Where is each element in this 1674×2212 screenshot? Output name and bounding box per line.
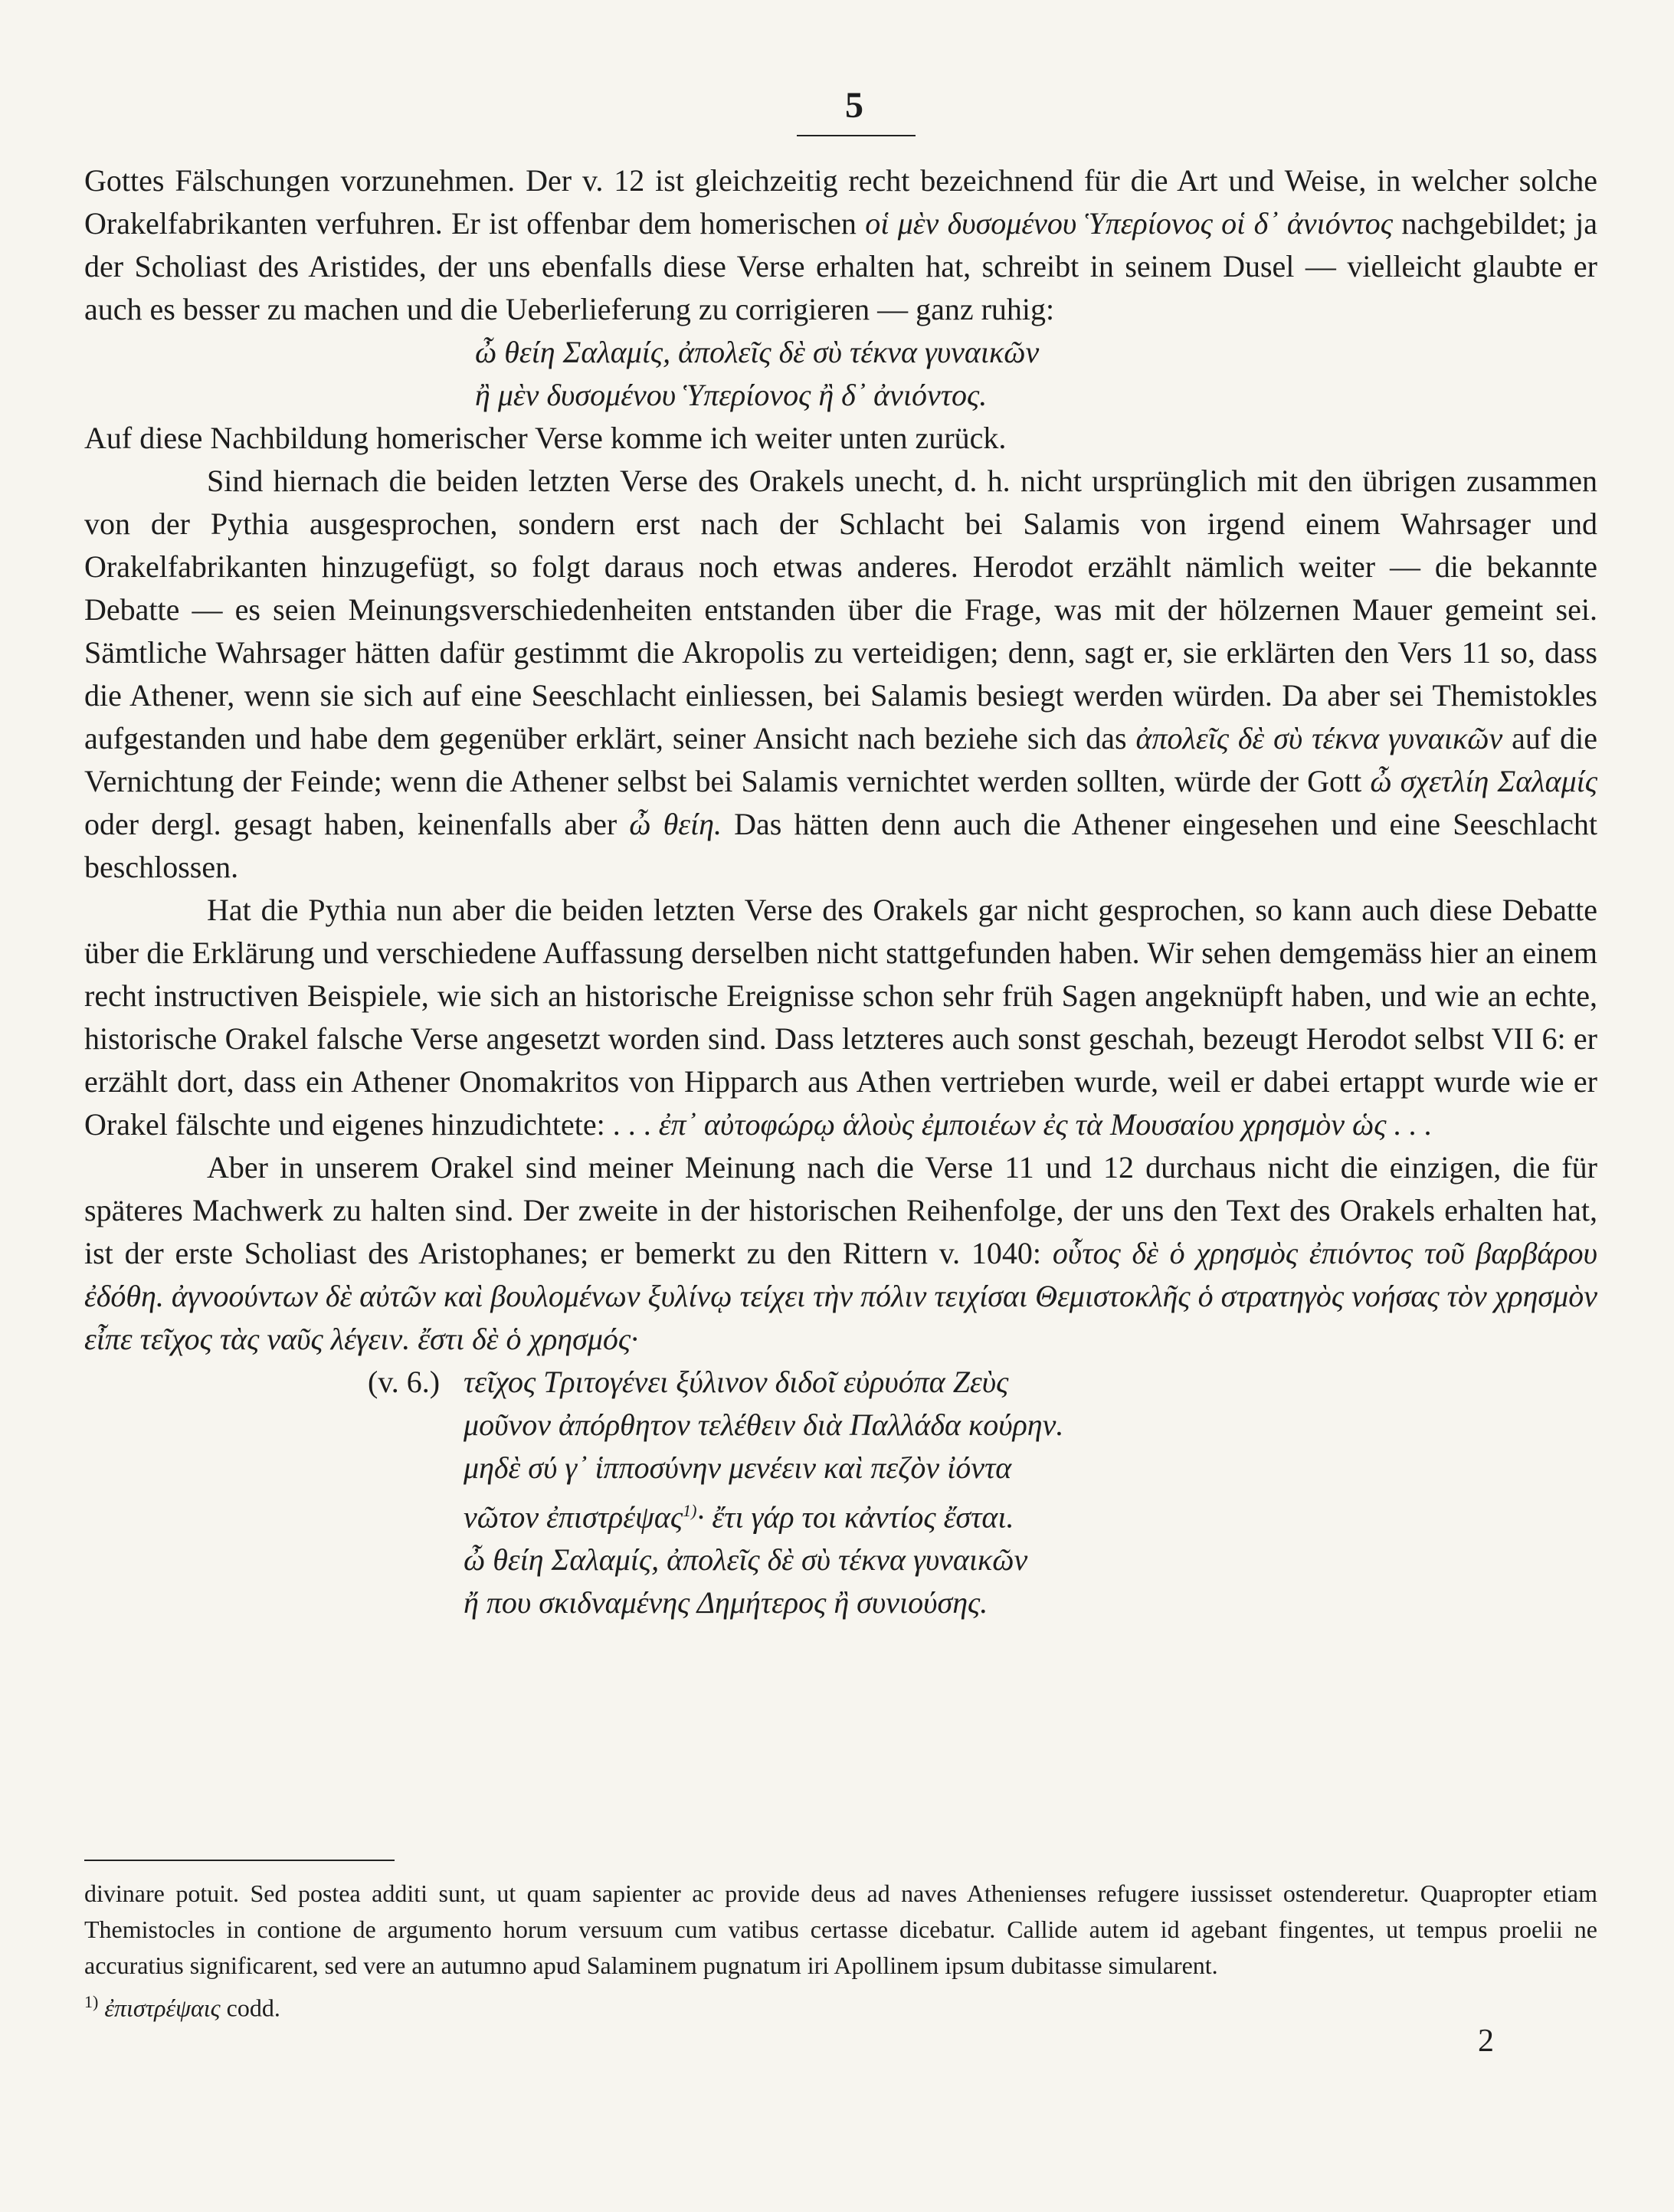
verse-text: · ἔτι γάρ τοι κἀντίος ἔσται. xyxy=(696,1499,1014,1535)
verse-quote-1 xyxy=(84,331,1597,417)
greek-quote: ἐπ᾽ αὐτοφώρῳ ἁλοὺς ἐμποιέων ἐς τὰ Μουσαίου χρησμὸν ὡς . . . xyxy=(658,1107,1433,1142)
verse-line: μοῦνον ἀπόρθητον τελέθειν διὰ Παλλάδα κούρην. xyxy=(464,1407,1064,1442)
text-span: Hat die Pythia nun aber die beiden letzten Verse des Orakels gar nicht gesprochen, so kann auch diese Debatte über die Erklärung und verschiedene Auffassung derselben nicht stattgefunden haben. Wir sehen demgemäss hier an einem recht instructiven Beispiele, wie sich an historische Ereignisse schon sehr früh Sagen angeknüpft haben, und wie an echte, historische Orakel falsche Verse angesetzt worden sind. Dass letzteres auch sonst geschah, bezeugt Herodot selbst VII 6: er erzählt dort, dass ein Athener Onomakritos von Hipparch aus Athen vertrieben wurde, weil er dabei ertappt wurde wie er Orakel fälschte und eigenes hinzudichtete: . . . xyxy=(84,893,1597,1142)
page-number: 5 xyxy=(845,85,863,126)
text-span: Sind hiernach die beiden letzten Verse des Orakels unecht, d. h. nicht ursprünglich mit den übrigen zusammen von der Pythia ausgesprochen, sondern erst nach der Schlacht bei Salamis von irgend einem Wahrsager und Orakelfabrikanten hinzugefügt, so folgt daraus noch etwas anderes. Herodot erzählt nämlich weiter — die bekannte Debatte — es seien Meinungsverschiedenheiten entstanden über die Frage, was mit der hölzernen Mauer gemeint sei. Sämtliche Wahrsager hätten dafür gestimmt die Akropolis zu verteidigen; denn, sagt er, sie erklärten den Vers 11 so, dass die Athener, wenn sie sich auf eine Seeschlacht einliessen, bei Salamis besiegt werden würden. Da aber sei Themistokles aufgestanden und habe dem gegenüber erklärt, seiner Ansicht nach beziehe sich das xyxy=(84,464,1597,755)
text-span: auf die Vernichtung der Feinde; wenn die Athener selbst bei Salamis vernichtet werden sollten, würde der Gott xyxy=(84,721,1598,798)
footnote-latin: divinare potuit. Sed postea additi sunt, ut quam sapienter ac provide deus ad naves Athenienses refugere iussisset ostenderetur. Quapropter etiam Themistocles in contione de argumento horum versuum cum vatibus certasse dicebatur. Callide autem id agebant fingentes, ut tempus proelii ne accuratius significarent, sed vere an autumno apud Salaminem pugnatum iri Apollinem ipsum dubitasse simularent. xyxy=(84,1879,1597,1979)
paragraph-4 xyxy=(84,889,1597,1146)
paragraph-2: Auf diese Nachbildung homerischer Verse komme ich weiter unten zurück. xyxy=(84,421,1007,455)
verse-line: μηδὲ σύ γ᾽ ἱπποσύνην μενέειν καὶ πεζὸν ἰόντα xyxy=(464,1450,1012,1485)
signature-mark: 2 xyxy=(1478,2024,1494,2059)
verse-line xyxy=(464,1489,1597,1539)
footnote-marker: 1) xyxy=(84,1992,99,2011)
paragraph-1 xyxy=(84,159,1597,331)
verse-text: νῶτον ἐπιστρέψας xyxy=(464,1499,683,1535)
greek-quote: οὗτος δὲ ὁ χρησμὸς ἐπιόντος τοῦ βαρβάρου ἐδόθη. ἀγνοούντων δὲ αὐτῶν καὶ βουλομένων ξυλίνῳ τείχει τὴν πόλιν τειχίσαι Θεμιστοκλῆς ὁ στρατηγὸς νοήσας τὸν χρησμὸν εἶπε τεῖχος τὰς ναῦς λέγειν. ἔστι δὲ ὁ χρησμός· xyxy=(84,1236,1597,1356)
verse-line: ὦ θείη Σαλαμίς, ἀπολεῖς δὲ σὺ τέκνα γυναικῶν xyxy=(475,335,1040,369)
verse-line: ἢ μὲν δυσομένου Ὑπερίονος ἢ δ᾽ ἀνιόντος. xyxy=(475,378,988,412)
text-span: nachgebildet; ja der Scholiast des Aristides, der uns ebenfalls diese Verse erhalten hat, schreibt in seinem Dusel — vielleicht glaubte er auch es besser zu machen und die Ueberlieferung zu corrigieren — ganz ruhig: xyxy=(84,206,1598,326)
footnote-greek: ἐπιστρέψαις xyxy=(104,1994,221,2022)
greek-quote: ὦ σχετλίη Σαλαμίς xyxy=(1370,764,1598,798)
text-span: oder dergl. gesagt haben, keinenfalls aber xyxy=(84,807,618,841)
footnotes xyxy=(84,1876,1597,2027)
main-text xyxy=(84,159,1597,1624)
footnote-text: codd. xyxy=(226,1994,280,2022)
greek-quote: ἀπολεῖς δὲ σὺ τέκνα γυναικῶν xyxy=(1135,721,1503,755)
greek-quote: οἱ μὲν δυσομένου Ὑπερίονος οἱ δ᾽ ἀνιόντος xyxy=(865,206,1394,241)
verse-number-label: (v. 6.) xyxy=(368,1365,441,1399)
verse-line: ὦ θείη Σαλαμίς, ἀπολεῖς δὲ σὺ τέκνα γυναικῶν xyxy=(464,1542,1028,1578)
paragraph-3 xyxy=(84,460,1597,889)
text-span: Das hätten denn auch die Athener eingesehen und eine Seeschlacht beschlossen. xyxy=(84,807,1598,884)
footnote-rule xyxy=(84,1860,395,1861)
text-span: Gottes Fälschungen vorzunehmen. Der v. 12 ist gleichzeitig recht bezeichnend für die Art und Weise, in welcher solche Orakelfabrikanten verfuhren. Er ist offenbar dem homerischen xyxy=(84,163,1597,241)
page-number-rule xyxy=(797,135,916,136)
paragraph-5 xyxy=(84,1146,1597,1361)
footnote-marker: 1) xyxy=(683,1501,697,1520)
verse-quote-2 xyxy=(84,1361,1597,1624)
verse-line: τεῖχος Τριτογένει ξύλινον διδοῖ εὐρυόπα Ζεὺς xyxy=(464,1365,1009,1399)
footnote-1 xyxy=(84,1984,1597,2027)
greek-quote: ὦ θείη. xyxy=(629,807,722,841)
verse-line: ἤ που σκιδναμένης Δημήτερος ἢ συνιούσης. xyxy=(464,1585,988,1620)
text-span: Aber in unserem Orakel sind meiner Meinung nach die Verse 11 und 12 durchaus nicht die einzigen, die für späteres Machwerk zu halten sind. Der zweite in der historischen Reihenfolge, der uns den Text des Orakels erhalten hat, ist der erste Scholiast des Aristophanes; er bemerkt zu den Rittern v. 1040: xyxy=(84,1150,1597,1270)
